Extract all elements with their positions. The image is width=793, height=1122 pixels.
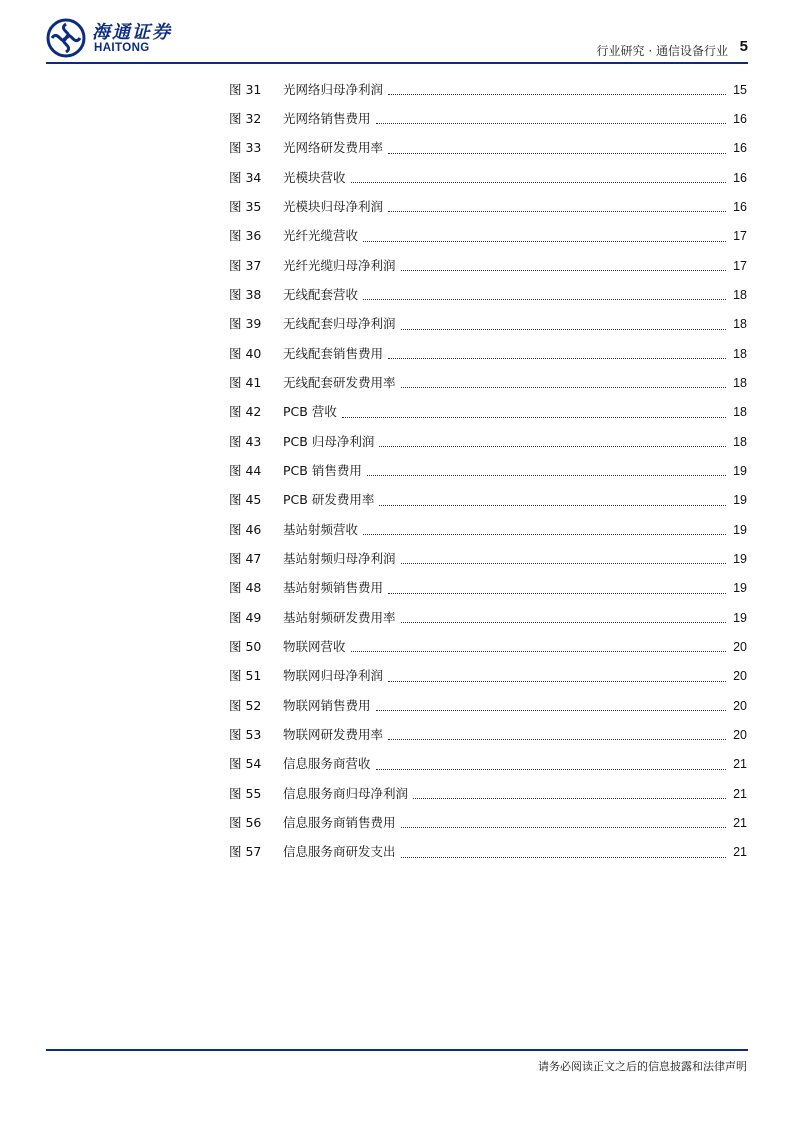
toc-entry[interactable] <box>229 544 747 573</box>
toc-figure-title: PCB 归母净利润 <box>283 433 375 449</box>
toc-figure-number: 图 52 <box>229 697 262 713</box>
toc-entry[interactable] <box>229 779 747 808</box>
toc-entry[interactable] <box>229 662 747 691</box>
toc-dot-leader <box>388 739 726 740</box>
toc-page-number: 15 <box>733 82 747 97</box>
toc-figure-title: 物联网归母净利润 <box>283 668 384 684</box>
toc-figure-title: 基站射频研发费用率 <box>283 609 396 625</box>
toc-figure-title: 基站射频销售费用 <box>283 580 384 596</box>
toc-page-number: 21 <box>733 815 747 830</box>
toc-dot-leader <box>351 182 726 183</box>
toc-entry[interactable] <box>229 75 747 104</box>
toc-figure-number: 图 53 <box>229 726 262 742</box>
toc-figure-title: PCB 销售费用 <box>283 462 362 478</box>
toc-figure-number: 图 39 <box>229 316 262 332</box>
toc-figure-number: 图 47 <box>229 550 262 566</box>
toc-figure-number: 图 42 <box>229 404 262 420</box>
toc-dot-leader <box>413 798 726 799</box>
toc-page-number: 21 <box>733 757 747 772</box>
toc-figure-title: 光模块营收 <box>283 169 346 185</box>
page-header <box>46 16 748 64</box>
toc-dot-leader <box>388 94 726 95</box>
toc-entry[interactable] <box>229 603 747 632</box>
toc-dot-leader <box>388 211 726 212</box>
toc-dot-leader <box>342 417 726 418</box>
toc-entry[interactable] <box>229 192 747 221</box>
toc-page-number: 16 <box>733 141 747 156</box>
toc-entry[interactable] <box>229 104 747 133</box>
toc-figure-number: 图 35 <box>229 198 262 214</box>
toc-figure-title: 信息服务商归母净利润 <box>283 785 409 801</box>
toc-figure-title: 物联网研发费用率 <box>283 726 384 742</box>
toc-figure-title: 物联网销售费用 <box>283 697 371 713</box>
toc-dot-leader <box>401 387 726 388</box>
toc-figure-number: 图 55 <box>229 785 262 801</box>
toc-figure-number: 图 51 <box>229 668 262 684</box>
toc-figure-number: 图 38 <box>229 286 262 302</box>
toc-entry[interactable] <box>229 222 747 251</box>
toc-dot-leader <box>363 241 726 242</box>
toc-entry[interactable] <box>229 632 747 661</box>
toc-figure-title: 光网络研发费用率 <box>283 140 384 156</box>
toc-dot-leader <box>401 857 726 858</box>
toc-figure-number: 图 37 <box>229 257 262 273</box>
toc-entry[interactable] <box>229 456 747 485</box>
toc-entry[interactable] <box>229 163 747 192</box>
toc-figure-number: 图 41 <box>229 374 262 390</box>
toc-figure-number: 图 48 <box>229 580 262 596</box>
toc-dot-leader <box>376 710 726 711</box>
toc-entry[interactable] <box>229 838 747 867</box>
header-divider <box>46 62 748 64</box>
toc-page-number: 18 <box>733 287 747 302</box>
toc-figure-number: 图 45 <box>229 492 262 508</box>
toc-dot-leader <box>401 270 726 271</box>
page-number: 5 <box>739 38 748 55</box>
toc-figure-title: 无线配套营收 <box>283 286 359 302</box>
toc-figure-number: 图 50 <box>229 638 262 654</box>
figure-list <box>229 75 747 867</box>
toc-page-number: 19 <box>733 551 747 566</box>
toc-figure-number: 图 44 <box>229 462 262 478</box>
toc-figure-title: 基站射频归母净利润 <box>283 550 396 566</box>
toc-figure-number: 图 57 <box>229 844 262 860</box>
toc-page-number: 19 <box>733 463 747 478</box>
toc-figure-number: 图 56 <box>229 814 262 830</box>
toc-figure-title: 无线配套研发费用率 <box>283 374 396 390</box>
toc-dot-leader <box>363 299 726 300</box>
toc-figure-title: PCB 营收 <box>283 404 337 420</box>
toc-figure-number: 图 49 <box>229 609 262 625</box>
toc-entry[interactable] <box>229 808 747 837</box>
toc-page-number: 16 <box>733 199 747 214</box>
toc-page-number: 20 <box>733 727 747 742</box>
toc-figure-number: 图 31 <box>229 81 262 97</box>
logo-chinese-name: 海通证券 <box>92 22 172 43</box>
toc-entry[interactable] <box>229 750 747 779</box>
toc-figure-title: 光网络归母净利润 <box>283 81 384 97</box>
toc-page-number: 19 <box>733 610 747 625</box>
toc-dot-leader <box>388 358 726 359</box>
toc-page-number: 18 <box>733 375 747 390</box>
toc-dot-leader <box>367 475 726 476</box>
toc-entry[interactable] <box>229 310 747 339</box>
toc-page-number: 20 <box>733 669 747 684</box>
toc-page-number: 18 <box>733 317 747 332</box>
report-section-label: 行业研究 · 通信设备行业 <box>596 44 728 58</box>
toc-dot-leader <box>376 769 726 770</box>
toc-figure-title: 信息服务商销售费用 <box>283 814 396 830</box>
toc-figure-title: 光模块归母净利润 <box>283 198 384 214</box>
toc-entry[interactable] <box>229 574 747 603</box>
toc-dot-leader <box>401 827 726 828</box>
toc-entry[interactable] <box>229 339 747 368</box>
toc-entry[interactable] <box>229 515 747 544</box>
footer-divider <box>46 1049 748 1051</box>
toc-page-number: 21 <box>733 786 747 801</box>
haitong-logo <box>46 16 196 62</box>
toc-page-number: 19 <box>733 581 747 596</box>
toc-page-number: 18 <box>733 405 747 420</box>
toc-figure-title: PCB 研发费用率 <box>283 492 375 508</box>
toc-dot-leader <box>363 534 726 535</box>
toc-dot-leader <box>379 446 726 447</box>
toc-entry[interactable] <box>229 427 747 456</box>
toc-dot-leader <box>388 593 726 594</box>
haitong-logo-icon <box>46 18 86 58</box>
toc-entry[interactable] <box>229 134 747 163</box>
toc-figure-title: 光纤光缆营收 <box>283 228 359 244</box>
toc-figure-title: 光纤光缆归母净利润 <box>283 257 396 273</box>
toc-dot-leader <box>351 651 726 652</box>
toc-figure-number: 图 34 <box>229 169 262 185</box>
toc-figure-title: 物联网营收 <box>283 638 346 654</box>
toc-figure-number: 图 46 <box>229 521 262 537</box>
toc-page-number: 18 <box>733 434 747 449</box>
toc-page-number: 21 <box>733 845 747 860</box>
toc-page-number: 16 <box>733 111 747 126</box>
toc-page-number: 19 <box>733 493 747 508</box>
toc-dot-leader <box>401 329 726 330</box>
toc-figure-title: 光网络销售费用 <box>283 110 371 126</box>
toc-page-number: 17 <box>733 229 747 244</box>
footer-disclaimer: 请务必阅读正文之后的信息披露和法律声明 <box>538 1060 747 1073</box>
toc-figure-title: 信息服务商营收 <box>283 756 371 772</box>
toc-figure-number: 图 54 <box>229 756 262 772</box>
toc-page-number: 16 <box>733 170 747 185</box>
toc-dot-leader <box>376 123 726 124</box>
toc-figure-number: 图 36 <box>229 228 262 244</box>
toc-dot-leader <box>379 505 726 506</box>
toc-entry[interactable] <box>229 280 747 309</box>
toc-page-number: 18 <box>733 346 747 361</box>
toc-figure-number: 图 33 <box>229 140 262 156</box>
toc-entry[interactable] <box>229 368 747 397</box>
toc-figure-title: 无线配套销售费用 <box>283 345 384 361</box>
toc-entry[interactable] <box>229 691 747 720</box>
toc-entry[interactable] <box>229 486 747 515</box>
toc-figure-number: 图 40 <box>229 345 262 361</box>
toc-figure-number: 图 32 <box>229 110 262 126</box>
toc-dot-leader <box>388 153 726 154</box>
toc-page-number: 17 <box>733 258 747 273</box>
toc-figure-title: 无线配套归母净利润 <box>283 316 396 332</box>
toc-figure-number: 图 43 <box>229 433 262 449</box>
toc-entry[interactable] <box>229 720 747 749</box>
toc-dot-leader <box>401 563 726 564</box>
toc-dot-leader <box>401 622 726 623</box>
toc-page-number: 20 <box>733 698 747 713</box>
toc-figure-title: 信息服务商研发支出 <box>283 844 396 860</box>
toc-entry[interactable] <box>229 251 747 280</box>
logo-english-name: HAITONG <box>94 42 150 54</box>
toc-page-number: 19 <box>733 522 747 537</box>
toc-page-number: 20 <box>733 639 747 654</box>
toc-entry[interactable] <box>229 398 747 427</box>
toc-figure-title: 基站射频营收 <box>283 521 359 537</box>
toc-dot-leader <box>388 681 726 682</box>
